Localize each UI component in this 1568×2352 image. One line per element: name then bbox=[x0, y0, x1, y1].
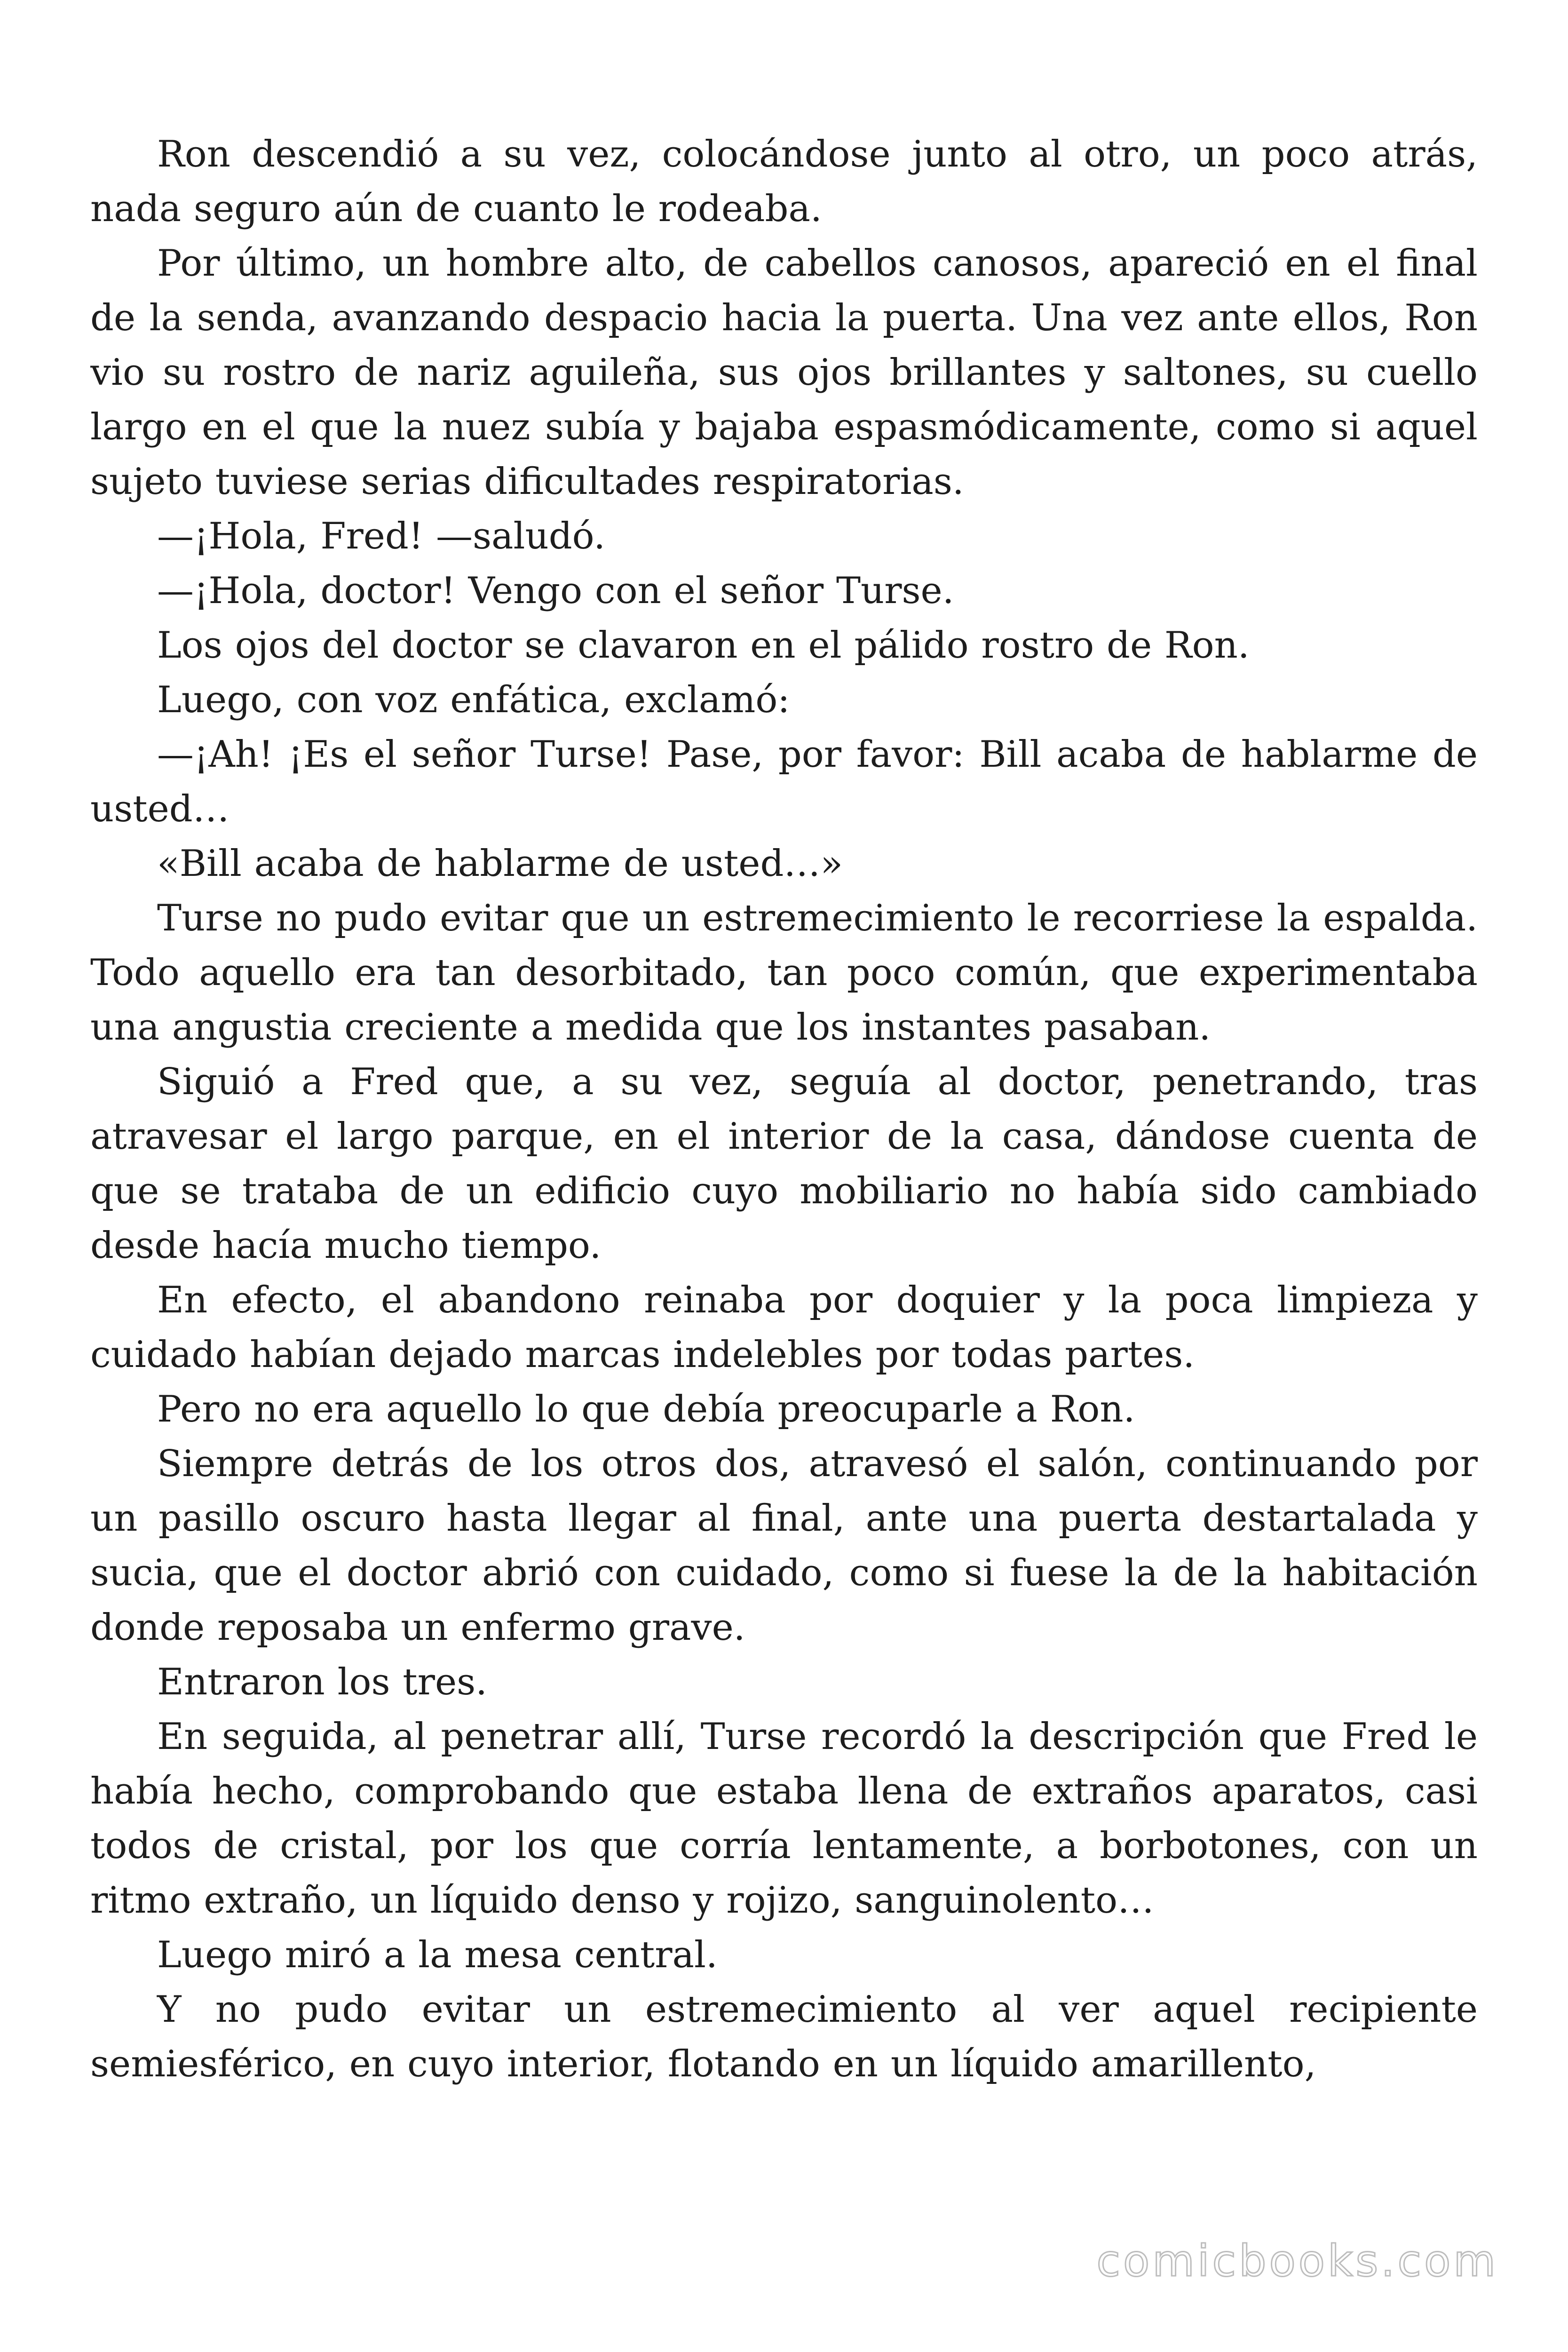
paragraph: En efecto, el abandono reinaba por doquier y la poca limpieza y cuidado habían dejado marcas indelebles por todas partes. bbox=[90, 1279, 1478, 1376]
paragraph: Pero no era aquello lo que debía preocuparle a Ron. bbox=[157, 1388, 1135, 1430]
paragraph: Los ojos del doctor se clavaron en el pálido rostro de Ron. bbox=[157, 624, 1250, 667]
paragraph: Y no pudo evitar un estremecimiento al ver aquel recipiente semiesférico, en cuyo interior, flotando en un líquido amarillento, bbox=[90, 1988, 1478, 2085]
paragraph: Siguió a Fred que, a su vez, seguía al doctor, penetrando, tras atravesar el largo parque, en el interior de la casa, dándose cuenta de que se trataba de un edificio cuyo mobiliario no había sido cambiado desde hacía mucho tiempo. bbox=[90, 1061, 1478, 1267]
paragraph: Luego miró a la mesa central. bbox=[157, 1934, 718, 1976]
paragraph: —¡Ah! ¡Es el señor Turse! Pase, por favor: Bill acaba de hablarme de usted… bbox=[90, 733, 1478, 830]
paragraph: Ron descendió a su vez, colocándose junto al otro, un poco atrás, nada seguro aún de cuanto le rodeaba. bbox=[90, 133, 1478, 230]
paragraph: Luego, con voz enfática, exclamó: bbox=[157, 679, 790, 721]
paragraph: —¡Hola, Fred! —saludó. bbox=[157, 515, 606, 557]
paragraph: Siempre detrás de los otros dos, atravesó el salón, continuando por un pasillo oscuro hasta llegar al final, ante una puerta destartalada y sucia, que el doctor abrió con cuidado, como si fuese la de la habitación donde reposaba un enfermo grave. bbox=[90, 1443, 1478, 1649]
book-page-text bbox=[90, 127, 1478, 2220]
paragraph: Turse no pudo evitar que un estremecimiento le recorriese la espalda. Todo aquello era tan desorbitado, tan poco común, que experimentaba una angustia creciente a medida que los instantes pasaban. bbox=[90, 897, 1478, 1049]
paragraph: Entraron los tres. bbox=[157, 1661, 487, 1703]
paragraph: Por último, un hombre alto, de cabellos canosos, apareció en el final de la senda, avanzando despacio hacia la puerta. Una vez ante ellos, Ron vio su rostro de nariz aguileña, sus ojos brillantes y saltones, su cuello largo en el que la nuez subía y bajaba espasmódicamente, como si aquel sujeto tuviese serias dificultades respiratorias. bbox=[90, 242, 1478, 503]
paragraph: «Bill acaba de hablarme de usted…» bbox=[157, 842, 843, 885]
paragraph: —¡Hola, doctor! Vengo con el señor Turse. bbox=[157, 570, 954, 612]
paragraph: En seguida, al penetrar allí, Turse recordó la descripción que Fred le había hecho, comprobando que estaba llena de extraños aparatos, casi todos de cristal, por los que corría lentamente, a borbotones, con un ritmo extraño, un líquido denso y rojizo, sanguinolento… bbox=[90, 1716, 1478, 1922]
watermark-text: comicbooks.com bbox=[1096, 2236, 1498, 2286]
